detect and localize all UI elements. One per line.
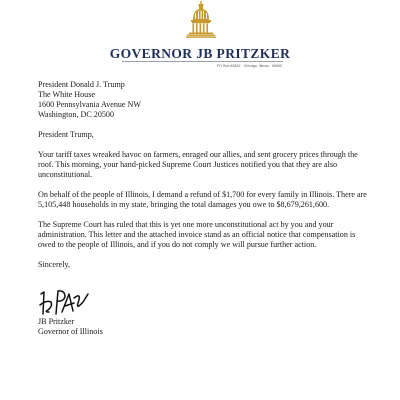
letter-body — [38, 80, 372, 270]
signer-block — [38, 317, 103, 337]
signer-name: JB Pritzker — [38, 317, 75, 326]
capitol-dome-icon — [186, 1, 216, 43]
signature — [38, 288, 108, 316]
closing: Sincerely, — [38, 260, 71, 269]
salutation: President Trump, — [38, 130, 94, 139]
recipient-city: Washington, DC 20500 — [38, 110, 115, 119]
paragraph-tariffs: Your tariff taxes wreaked havoc on farmers, enraged our allies, and sent grocery prices through the roof. This morning, your hand-picked Supreme Court Justices notified you that they are also unconstitutional. — [38, 150, 358, 179]
governor-name: GOVERNOR JB PRITZKER — [109, 46, 291, 61]
letterhead-rule — [122, 61, 283, 62]
paragraph-notice: The Supreme Court has ruled that this is yet one more unconstitutional act by you and your administration. This letter and the attached invoice stand as an official notice that compensation is owed to the people of Illinois, and if you do not comply we will pursue further action. — [38, 220, 356, 249]
recipient-office: The White House — [38, 90, 95, 99]
letterhead-address: PO Box A5832 · Chicago, Illinois · 60690 — [216, 64, 282, 68]
recipient-street: 1600 Pennsylvania Avenue NW — [38, 100, 142, 109]
paragraph-refund-demand: On behalf of the people of Illinois, I demand a refund of $1,700 for every family in Illinois. There are 5,105,448 households in my state, bringing the total damages you owe to $8,679,261,600. — [38, 190, 367, 209]
signer-title: Governor of Illinois — [38, 327, 103, 336]
recipient-name: President Donald J. Trump — [38, 80, 125, 89]
letterhead — [0, 0, 400, 80]
